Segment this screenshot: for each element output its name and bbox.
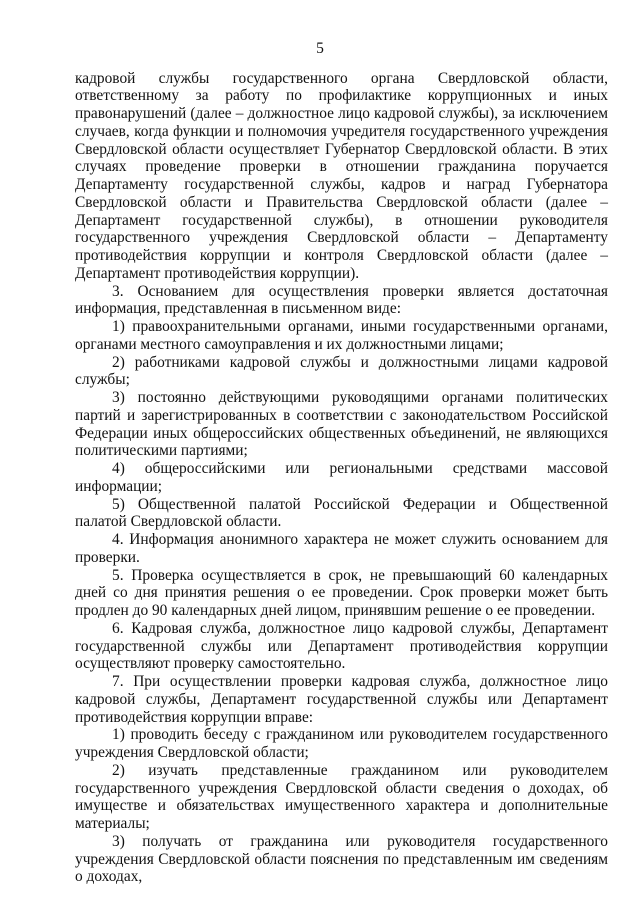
paragraph-item-3-1: 1) правоохранительными органами, иными государственными органами, органами местного самоуправления и их должностными лицами; [75, 318, 608, 353]
paragraph-item-7: 7. При осуществлении проверки кадровая служба, должностное лицо кадровой службы, Департамент государственной службы или Департамент противодействия коррупции вправе: [75, 673, 608, 726]
paragraph-item-3-2: 2) работниками кадровой службы и должностными лицами кадровой службы; [75, 353, 608, 389]
paragraph-item-3-3: 3) постоянно действующими руководящими органами политических партий и зарегистрированных в соответствии с законодательством Российской Федерации иных общероссийских общественных объединений, не являющихся политическими партиями; [75, 389, 608, 460]
paragraph-item-4: 4. Информация анонимного характера не может служить основанием для проверки. [75, 531, 608, 566]
paragraph-item-7-2: 2) изучать представленные гражданином или руководителем государственного учреждения Свердловской области сведения о доходах, об имуществе и обязательствах имущественного характера и дополнительные материалы; [75, 761, 608, 832]
paragraph-item-6: 6. Кадровая служба, должностное лицо кадровой службы, Департамент государственной службы или Департамент противодействия коррупции осуществляют проверку самостоятельно. [75, 619, 608, 673]
paragraph-item-7-3: 3) получать от гражданина или руководителя государственного учреждения Свердловской области пояснения по представленным им сведениям о доходах, [75, 832, 608, 886]
paragraph-item-3-4: 4) общероссийскими или региональными средствами массовой информации; [75, 460, 608, 495]
paragraph-continuation: кадровой службы государственного органа Свердловской области, ответственному за работу по профилактике коррупционных и иных правонарушений (далее – должностное лицо кадровой службы), за исключением случаев, когда функции и полномочия учредителя государственного учреждения Свердловской области осуществляет Губернатор Свердловской области. В этих случаях проведение проверки в отношении гражданина поручается Департаменту государственной службы, кадров и наград Губернатора Свердловской области и Правительства Свердловской области (далее – Департамент государственной службы), в отношении руководителя государственного учреждения Свердловской области – Департаменту противодействия коррупции и контроля Свердловской области (далее – Департамент противодействия коррупции). [75, 69, 608, 282]
paragraph-item-7-1: 1) проводить беседу с гражданином или руководителем государственного учреждения Свердловской области; [75, 726, 608, 761]
paragraph-item-3-5: 5) Общественной палатой Российской Федерации и Общественной палатой Свердловской области. [75, 495, 608, 531]
page-number: 5 [316, 40, 324, 57]
paragraph-item-3: 3. Основанием для осуществления проверки является достаточная информация, представленная в письменном виде: [75, 282, 608, 318]
document-body [75, 70, 608, 887]
paragraph-item-5: 5. Проверка осуществляется в срок, не превышающий 60 календарных дней со дня принятия решения о ее проведении. Срок проверки может быть продлен до 90 календарных дней лицом, принявшим решение о ее проведении. [75, 566, 608, 619]
